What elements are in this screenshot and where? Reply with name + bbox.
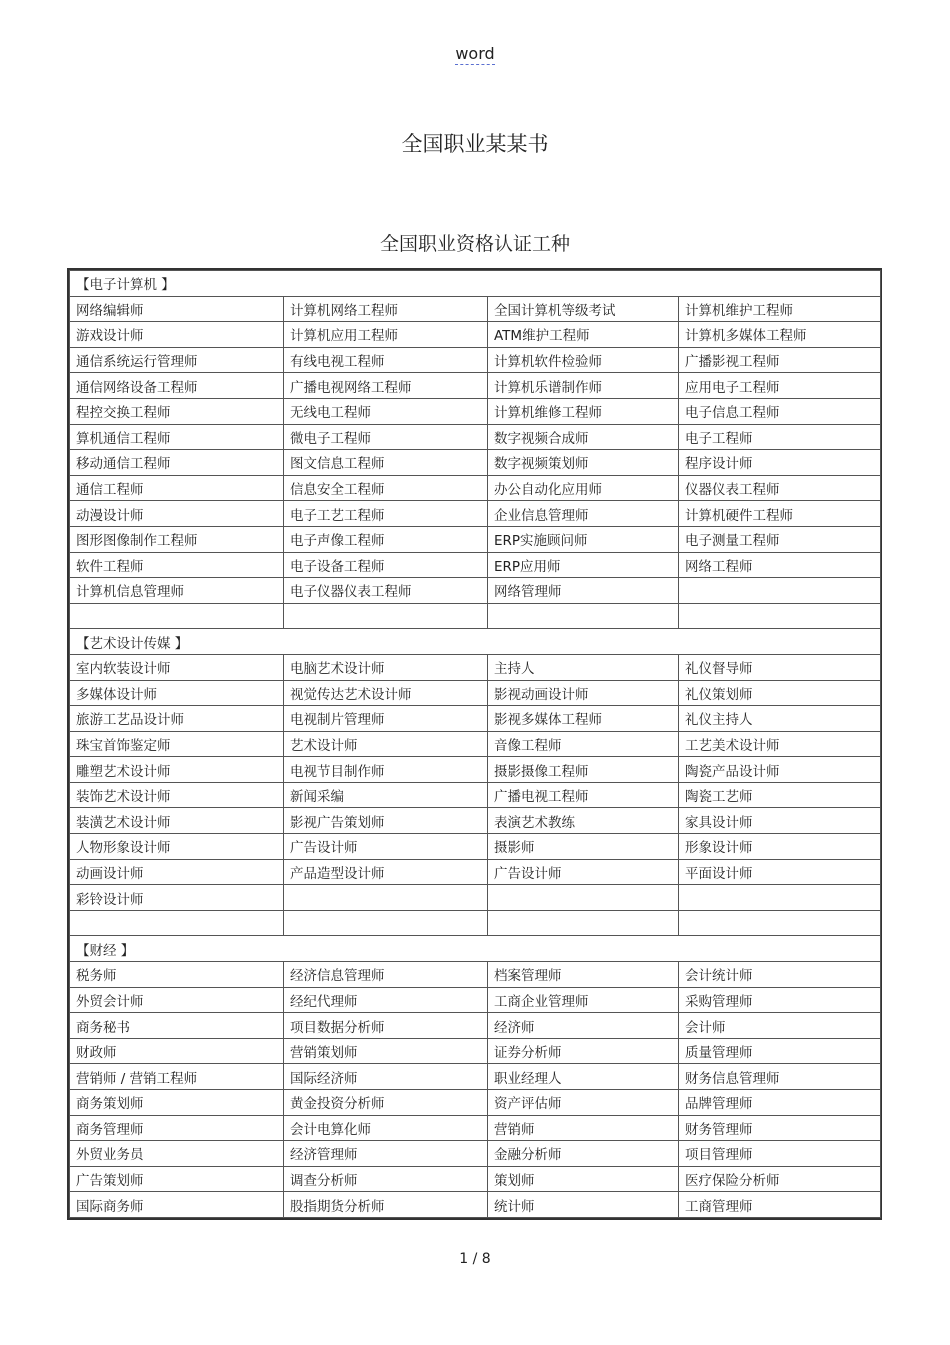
table-cell: 经济师 (488, 1013, 679, 1039)
table-row (70, 1013, 881, 1039)
table-cell: 电子工艺工程师 (284, 501, 488, 527)
table-cell: 广告策划师 (70, 1166, 284, 1192)
section-header-row (70, 629, 881, 655)
header-word-text: word (455, 44, 495, 63)
table-cell: 电子仪器仪表工程师 (284, 578, 488, 604)
table-row (70, 1166, 881, 1192)
table-cell: 通信系统运行管理师 (70, 347, 284, 373)
table-cell (679, 603, 881, 629)
table-cell: 摄影师 (488, 834, 679, 860)
table-cell: 应用电子工程师 (679, 373, 881, 399)
table-cell: 采购管理师 (679, 987, 881, 1013)
table-cell: 程序设计师 (679, 450, 881, 476)
section-title: 【艺术设计传媒 】 (70, 629, 881, 655)
table-cell: ERP实施顾问师 (488, 526, 679, 552)
table-row (70, 680, 881, 706)
table-cell: 电子工程师 (679, 424, 881, 450)
table-cell: 会计电算化师 (284, 1115, 488, 1141)
table-cell: 形象设计师 (679, 834, 881, 860)
table-cell: 信息安全工程师 (284, 475, 488, 501)
table-cell: 企业信息管理师 (488, 501, 679, 527)
table-cell (679, 885, 881, 911)
table-cell: 数字视频策划师 (488, 450, 679, 476)
table-cell: 网络工程师 (679, 552, 881, 578)
table-cell: 游戏设计师 (70, 322, 284, 348)
table-cell: 微电子工程师 (284, 424, 488, 450)
table-cell: 动漫设计师 (70, 501, 284, 527)
table-cell: 旅游工艺品设计师 (70, 706, 284, 732)
table-cell: 动画设计师 (70, 859, 284, 885)
table-cell (284, 885, 488, 911)
table-cell: 计算机信息管理师 (70, 578, 284, 604)
table-cell: 商务管理师 (70, 1115, 284, 1141)
table-row (70, 885, 881, 911)
table-row (70, 782, 881, 808)
table-cell (70, 910, 284, 936)
table-cell: 珠宝首饰鉴定师 (70, 731, 284, 757)
table-row (70, 1141, 881, 1167)
table-cell: 工艺美术设计师 (679, 731, 881, 757)
table-cell: 软件工程师 (70, 552, 284, 578)
table-cell: 会计统计师 (679, 962, 881, 988)
table-row (70, 424, 881, 450)
table-cell: 平面设计师 (679, 859, 881, 885)
table-cell (679, 910, 881, 936)
table-cell: 商务秘书 (70, 1013, 284, 1039)
table-cell: 雕塑艺术设计师 (70, 757, 284, 783)
table-cell: 资产评估师 (488, 1090, 679, 1116)
table-row (70, 1090, 881, 1116)
table-cell: 经纪代理师 (284, 987, 488, 1013)
table-cell: 项目管理师 (679, 1141, 881, 1167)
document-title: 全国职业某某书 (401, 132, 549, 156)
table-cell: 金融分析师 (488, 1141, 679, 1167)
table-cell: 影视广告策划师 (284, 808, 488, 834)
table-cell: 调查分析师 (284, 1166, 488, 1192)
table-cell: 电子声像工程师 (284, 526, 488, 552)
table-cell: 国际商务师 (70, 1192, 284, 1218)
table-cell: 网络管理师 (488, 578, 679, 604)
table-cell: 电子信息工程师 (679, 398, 881, 424)
table-cell: 营销师 / 营销工程师 (70, 1064, 284, 1090)
table-cell: 电脑艺术设计师 (284, 654, 488, 680)
occupation-table (67, 268, 882, 1220)
table-cell: 影视动画设计师 (488, 680, 679, 706)
table-row (70, 347, 881, 373)
table-cell: 广播电视网络工程师 (284, 373, 488, 399)
table-cell: 股指期货分析师 (284, 1192, 488, 1218)
table-cell: 计算机多媒体工程师 (679, 322, 881, 348)
table-cell: 图文信息工程师 (284, 450, 488, 476)
table-cell (284, 910, 488, 936)
table-cell: 礼仪策划师 (679, 680, 881, 706)
table-cell: 经济管理师 (284, 1141, 488, 1167)
table-cell (284, 603, 488, 629)
table-cell: 计算机乐谱制作师 (488, 373, 679, 399)
table-cell: 影视多媒体工程师 (488, 706, 679, 732)
table-cell: 电视节目制作师 (284, 757, 488, 783)
table-cell: 财务信息管理师 (679, 1064, 881, 1090)
table-cell: ATM维护工程师 (488, 322, 679, 348)
table-row (70, 322, 881, 348)
table-cell: 主持人 (488, 654, 679, 680)
table-cell: 无线电工程师 (284, 398, 488, 424)
table-cell: 财政师 (70, 1038, 284, 1064)
table-cell: 音像工程师 (488, 731, 679, 757)
table-cell: 证券分析师 (488, 1038, 679, 1064)
table-cell: 外贸业务员 (70, 1141, 284, 1167)
table-cell: 税务师 (70, 962, 284, 988)
table-row (70, 834, 881, 860)
page-number: 1 / 8 (459, 1251, 491, 1267)
table-cell: 工商管理师 (679, 1192, 881, 1218)
table-row (70, 962, 881, 988)
table-row (70, 296, 881, 322)
table-cell (679, 578, 881, 604)
table-cell: 质量管理师 (679, 1038, 881, 1064)
table-cell: 艺术设计师 (284, 731, 488, 757)
table-cell: 仪器仪表工程师 (679, 475, 881, 501)
table-row (70, 706, 881, 732)
table-title: 全国职业资格认证工种 (379, 233, 570, 255)
table-cell: 通信工程师 (70, 475, 284, 501)
table-cell: 计算机硬件工程师 (679, 501, 881, 527)
table-cell: 全国计算机等级考试 (488, 296, 679, 322)
table-row (70, 808, 881, 834)
table-cell: 计算机维修工程师 (488, 398, 679, 424)
table-cell: 计算机网络工程师 (284, 296, 488, 322)
table-cell: 装潢艺术设计师 (70, 808, 284, 834)
table-cell: 网络编辑师 (70, 296, 284, 322)
table-cell: 财务管理师 (679, 1115, 881, 1141)
table-cell: 职业经理人 (488, 1064, 679, 1090)
table-cell: 新闻采编 (284, 782, 488, 808)
table-row (70, 757, 881, 783)
table-row (70, 859, 881, 885)
table-cell: 电子设备工程师 (284, 552, 488, 578)
table-row (70, 373, 881, 399)
table-cell: 工商企业管理师 (488, 987, 679, 1013)
section-header-row (70, 936, 881, 962)
table-row (70, 526, 881, 552)
table-cell: 计算机维护工程师 (679, 296, 881, 322)
table-cell: 项目数据分析师 (284, 1013, 488, 1039)
table-cell: 移动通信工程师 (70, 450, 284, 476)
table-cell: 外贸会计师 (70, 987, 284, 1013)
table-cell (488, 885, 679, 911)
table-cell (488, 910, 679, 936)
table-cell: 策划师 (488, 1166, 679, 1192)
table-cell: 室内软装设计师 (70, 654, 284, 680)
table-cell: 陶瓷产品设计师 (679, 757, 881, 783)
table-cell: 电视制片管理师 (284, 706, 488, 732)
table-cell: 数字视频合成师 (488, 424, 679, 450)
table-cell: 经济信息管理师 (284, 962, 488, 988)
table-cell: 陶瓷工艺师 (679, 782, 881, 808)
table-cell: 图形图像制作工程师 (70, 526, 284, 552)
table-cell: 通信网络设备工程师 (70, 373, 284, 399)
table-row (70, 475, 881, 501)
table-cell: 医疗保险分析师 (679, 1166, 881, 1192)
section-header-row (70, 271, 881, 297)
table-cell: 广告设计师 (488, 859, 679, 885)
table-row (70, 987, 881, 1013)
table-cell: 家具设计师 (679, 808, 881, 834)
table-cell: 营销师 (488, 1115, 679, 1141)
table-cell: 统计师 (488, 1192, 679, 1218)
table-cell: 广告设计师 (284, 834, 488, 860)
table-cell: 商务策划师 (70, 1090, 284, 1116)
table-row (70, 552, 881, 578)
table-cell (70, 603, 284, 629)
table-cell: 视觉传达艺术设计师 (284, 680, 488, 706)
table-cell: 表演艺术教练 (488, 808, 679, 834)
table-cell: 礼仪督导师 (679, 654, 881, 680)
table-cell: 计算机应用工程师 (284, 322, 488, 348)
table-cell: 礼仪主持人 (679, 706, 881, 732)
table-cell: 国际经济师 (284, 1064, 488, 1090)
table-cell: 品牌管理师 (679, 1090, 881, 1116)
table-row (70, 1115, 881, 1141)
section-title: 【电子计算机 】 (70, 271, 881, 297)
table-row (70, 578, 881, 604)
table-cell: 有线电视工程师 (284, 347, 488, 373)
table-row (70, 654, 881, 680)
page-header (0, 44, 950, 63)
table-cell: 电子测量工程师 (679, 526, 881, 552)
table-row (70, 603, 881, 629)
table-row (70, 910, 881, 936)
table-row (70, 450, 881, 476)
section-title: 【财经 】 (70, 936, 881, 962)
table-cell: ERP应用师 (488, 552, 679, 578)
table-cell: 广播影视工程师 (679, 347, 881, 373)
table-cell: 会计师 (679, 1013, 881, 1039)
table-cell: 档案管理师 (488, 962, 679, 988)
table-cell: 办公自动化应用师 (488, 475, 679, 501)
table-cell: 产品造型设计师 (284, 859, 488, 885)
table-cell: 计算机软件检验师 (488, 347, 679, 373)
table-row (70, 501, 881, 527)
table-row (70, 1038, 881, 1064)
table-cell: 彩铃设计师 (70, 885, 284, 911)
table-row (70, 398, 881, 424)
table-cell: 装饰艺术设计师 (70, 782, 284, 808)
table-row (70, 1192, 881, 1218)
table-cell: 程控交换工程师 (70, 398, 284, 424)
table-cell: 多媒体设计师 (70, 680, 284, 706)
table-row (70, 1064, 881, 1090)
table-cell: 算机通信工程师 (70, 424, 284, 450)
table-row (70, 731, 881, 757)
table-cell: 黄金投资分析师 (284, 1090, 488, 1116)
table-cell: 摄影摄像工程师 (488, 757, 679, 783)
table-cell (488, 603, 679, 629)
table-cell: 营销策划师 (284, 1038, 488, 1064)
table-cell: 人物形象设计师 (70, 834, 284, 860)
table-cell: 广播电视工程师 (488, 782, 679, 808)
